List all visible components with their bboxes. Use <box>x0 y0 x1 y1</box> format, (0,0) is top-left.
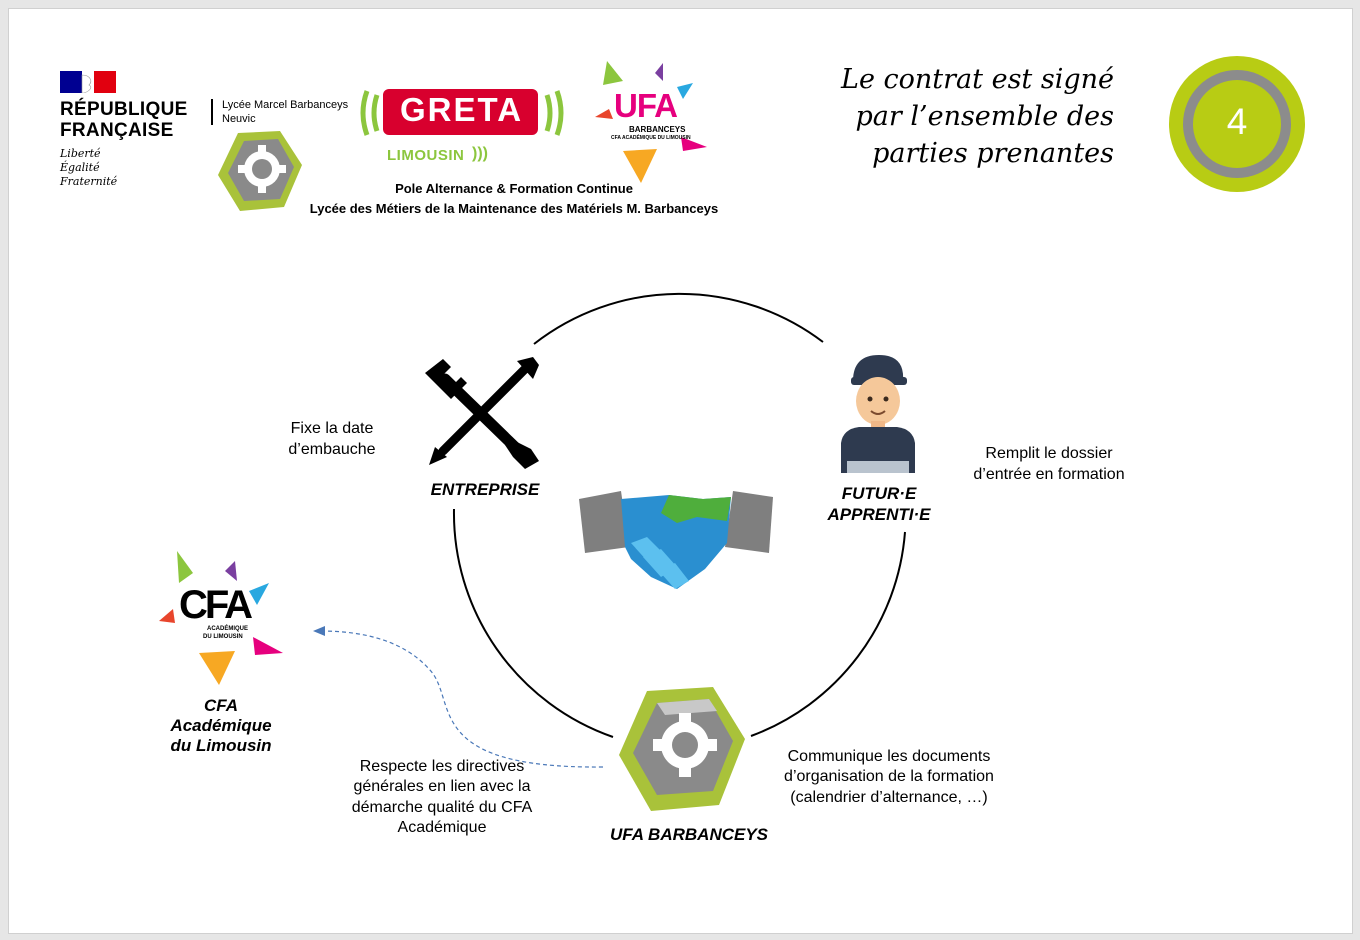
cfa-logo-sub1: ACADÉMIQUE <box>207 626 249 632</box>
greta-arrows: ))) <box>472 145 488 162</box>
ufa-logo-text: UFA <box>614 87 677 124</box>
apprenti-label-line1: FUTUR·E <box>841 484 917 503</box>
ufa-desc-line2: d’organisation de la formation <box>784 768 994 785</box>
greta-name: GRETA <box>399 91 524 128</box>
devise-liberte: Liberté <box>60 147 101 160</box>
apprenti-desc-line2: d’entrée en formation <box>973 466 1125 483</box>
republique-line1: RÉPUBLIQUE <box>60 99 188 120</box>
ufa-desc-line3: (calendrier d’alternance, …) <box>790 789 988 806</box>
step-number: 4 <box>1226 101 1248 142</box>
entreprise-label: ENTREPRISE <box>430 480 540 499</box>
apprentice-avatar-icon <box>837 351 917 473</box>
lycee-name: Lycée Marcel Barbanceys <box>222 99 349 111</box>
ufa-desc-line1: Communique les documents <box>787 748 991 765</box>
ufa-label: UFA BARBANCEYS <box>609 825 769 844</box>
cfa-label-line1: CFA <box>204 696 238 715</box>
entreprise-desc-line1: Fixe la date <box>290 420 374 437</box>
handshake-icon <box>577 477 777 595</box>
cfa-link-desc-line1: Respecte les directives <box>359 758 525 775</box>
cfa-logo-sub2: DU LIMOUSIN <box>203 634 243 640</box>
wrench-screwdriver-icon <box>421 357 543 469</box>
entreprise-desc-line2: d’embauche <box>288 441 376 458</box>
lycee-town: Neuvic <box>222 113 256 125</box>
cfa-logo-text: CFA <box>179 583 250 627</box>
ufa-logo-line2: CFA ACADÉMIQUE DU LIMOUSIN <box>611 135 691 141</box>
apprenti-label-line2: APPRENTI·E <box>827 505 931 524</box>
title-line2: par l’ensemble des <box>855 101 1114 132</box>
greta-region: LIMOUSIN <box>387 147 465 164</box>
pole-line2: Lycée des Métiers de la Maintenance des Matériels M. Barbanceys <box>309 201 719 216</box>
ufa-gear-logo-icon <box>613 681 751 815</box>
cfa-link-desc-line4: Académique <box>397 819 487 836</box>
slide <box>8 8 1353 934</box>
devise-egalite: Égalité <box>60 161 100 174</box>
pole-line1: Pole Alternance & Formation Continue <box>395 181 633 196</box>
ufa-logo-line1: BARBANCEYS <box>629 125 686 134</box>
title-line1: Le contrat est signé <box>841 64 1114 95</box>
republique-line2: FRANÇAISE <box>60 120 174 141</box>
cfa-link-desc-line3: démarche qualité du CFA <box>351 799 533 816</box>
cfa-link-desc-line2: générales en lien avec la <box>353 778 531 795</box>
title-line3: parties prenantes <box>872 138 1114 169</box>
cfa-label-line3: du Limousin <box>170 736 272 755</box>
cfa-label-line2: Académique <box>170 716 272 735</box>
devise-fraternite: Fraternité <box>60 175 118 188</box>
apprenti-desc-line1: Remplit le dossier <box>985 445 1113 462</box>
